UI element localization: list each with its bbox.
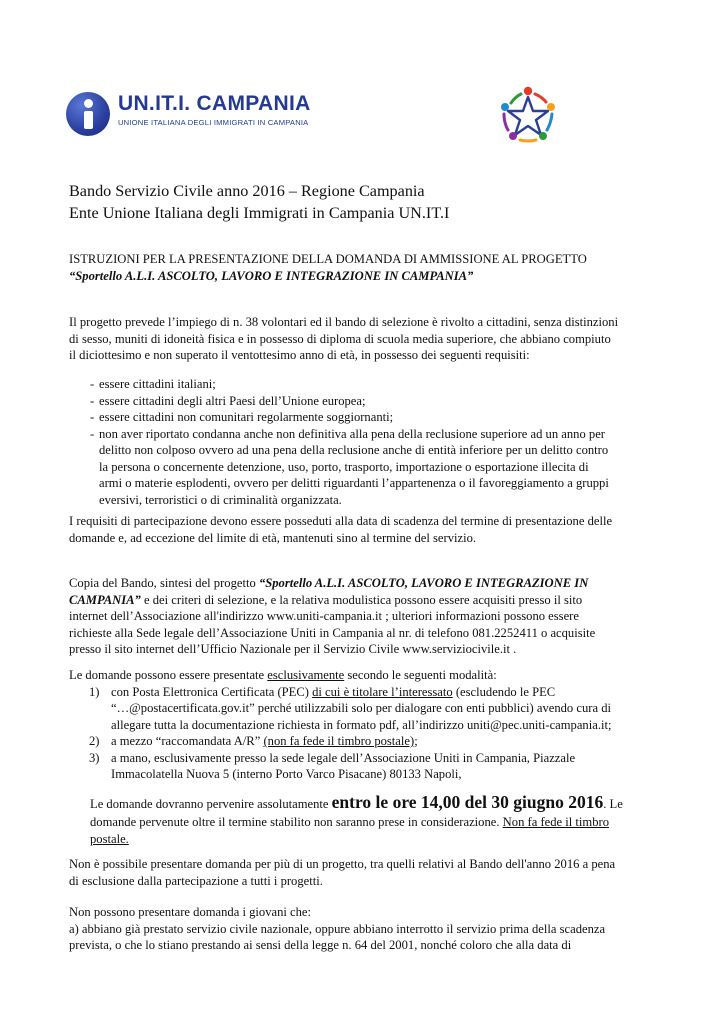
modalita-section: [69, 667, 659, 783]
instructions-line-1: ISTRUZIONI PER LA PRESENTAZIONE DELLA DOMANDA DI AMMISSIONE AL PROGETTO: [69, 252, 587, 266]
deadline-date: entro le ore 14,00 del 30 giugno 2016: [331, 792, 604, 812]
intro-line: Il progetto prevede l’impiego di n. 38 volontari ed il bando di selezione è rivolto a cittadini, senza distinzioni: [69, 315, 619, 329]
project-name-inline: “Sportello A.L.I. ASCOLTO, LAVORO E INTEGRAZIONE IN: [258, 576, 589, 590]
logo-title: UN.IT.I. CAMPANIA: [118, 92, 311, 115]
requirement-item: - essere cittadini italiani;: [69, 376, 659, 393]
project-name: “Sportello A.L.I. ASCOLTO, LAVORO E INTEGRAZIONE IN CAMPANIA”: [69, 268, 474, 283]
uniti-logo: [66, 92, 326, 138]
requirement-item: - essere cittadini degli altri Paesi dell’Unione europea;: [69, 393, 659, 410]
intro-line: il diciottesimo e non superato il ventottesimo anno di età, in possesso dei seguenti requisiti:: [69, 348, 530, 362]
requirement-item: - non aver riportato condanna anche non definitiva alla pena della reclusione superiore ad un anno per delitto non colposo ovvero ad una pena della reclusione anche di entità inferiore per un delitto contro la persona o concernente detenzione, uso, porto, trasporto, importazione o esportazione illecita di armi o materie esplodenti, ovvero per delitti riguardanti l’appartenenza o il favoreggiamento a gruppi eversivi, terroristici o di criminalità organizzata.: [69, 426, 659, 509]
intro-paragraph: [69, 314, 659, 364]
requirements-list: [69, 376, 659, 508]
modalita-item-pec: 1) con Posta Elettronica Certificata (PEC) di cui è titolare l’interessato (escludendo le PEC “…@postacertificata.gov.it” perché utilizzabili solo per dialogare con enti pubblici) avendo cura di allegare tutta la documentazione richiesta in formato pdf, all’indirizzo uniti@pec.uniti-campania.it;: [89, 684, 612, 732]
modalita-list: [69, 684, 659, 783]
servizio-civile-star-icon: [497, 85, 559, 143]
single-project-paragraph: Non è possibile presentare domanda per più di un progetto, tra quelli relativi al Bando dell'anno 2016 a pena di esclusione dalla partecipazione a tutti i progetti.: [69, 857, 616, 888]
heading-line-2: Ente Unione Italiana degli Immigrati in Campania UN.IT.I: [69, 204, 450, 222]
info-i-icon: [66, 92, 110, 136]
intro-line: di sesso, muniti di idoneità fisica e in possesso di diploma di scuola media superiore, che abbiano compiuto: [69, 331, 611, 346]
copia-paragraph: Copia del Bando, sintesi del progetto “Sportello A.L.I. ASCOLTO, LAVORO E INTEGRAZIONE IN CAMPANIA” e dei criteri di selezione, e la relativa modulistica possono essere acquisiti presso il sito internet dell’Associazione all'indirizzo www.uniti-campania.it ; ulteriori informazioni possono essere richieste alla Sede legale dell’Associazione Uniti in Campania al nr. di telefono 081.2252411 o acquisite presso il sito internet dell’Ufficio Nazionale per il Servizio Civile www.serviziocivile.it .: [69, 576, 596, 656]
modalita-item-raccomandata: 2) a mezzo “raccomandata A/R” (non fa fede il timbro postale);: [89, 734, 418, 748]
requirement-item: - essere cittadini non comunitari regolarmente soggiornanti;: [69, 409, 659, 426]
heading-line-1: Bando Servizio Civile anno 2016 – Regione Campania: [69, 182, 425, 200]
modalita-item-a-mano: 3) a mano, esclusivamente presso la sede legale dell’Associazione Uniti in Campania, Piazzale Immacolatella Nuova 5 (interno Porto Varco Pisacane) 80133 Napoli,: [89, 750, 576, 781]
modalita-intro: Le domande possono essere presentate esclusivamente secondo le seguenti modalità:: [69, 668, 497, 682]
document-heading: [69, 180, 659, 224]
deadline-paragraph: Le domande dovranno pervenire assolutamente entro le ore 14,00 del 30 giugno 2016. Le domande pervenute oltre il termine stabilito non saranno prese in considerazione. Non fa fede il timbro postale.: [90, 792, 623, 846]
logo-subtitle: UNIONE ITALIANA DEGLI IMMIGRATI IN CAMPANIA: [118, 118, 309, 127]
excluded-paragraph: Non possono presentare domanda i giovani che: a) abbiano già prestato servizio civile nazionale, oppure abbiano interrotto il servizio prima della scadenza prevista, o che lo stiano prestando ai sensi della legge n. 64 del 2001, nonché coloro che alla data di: [69, 905, 606, 952]
requisiti-paragraph: I requisiti di partecipazione devono essere posseduti alla data di scadenza del termine di presentazione delle domande e, ad eccezione del limite di età, mantenuti sino al termine del servizio.: [69, 514, 613, 545]
instructions-title: [69, 251, 659, 284]
